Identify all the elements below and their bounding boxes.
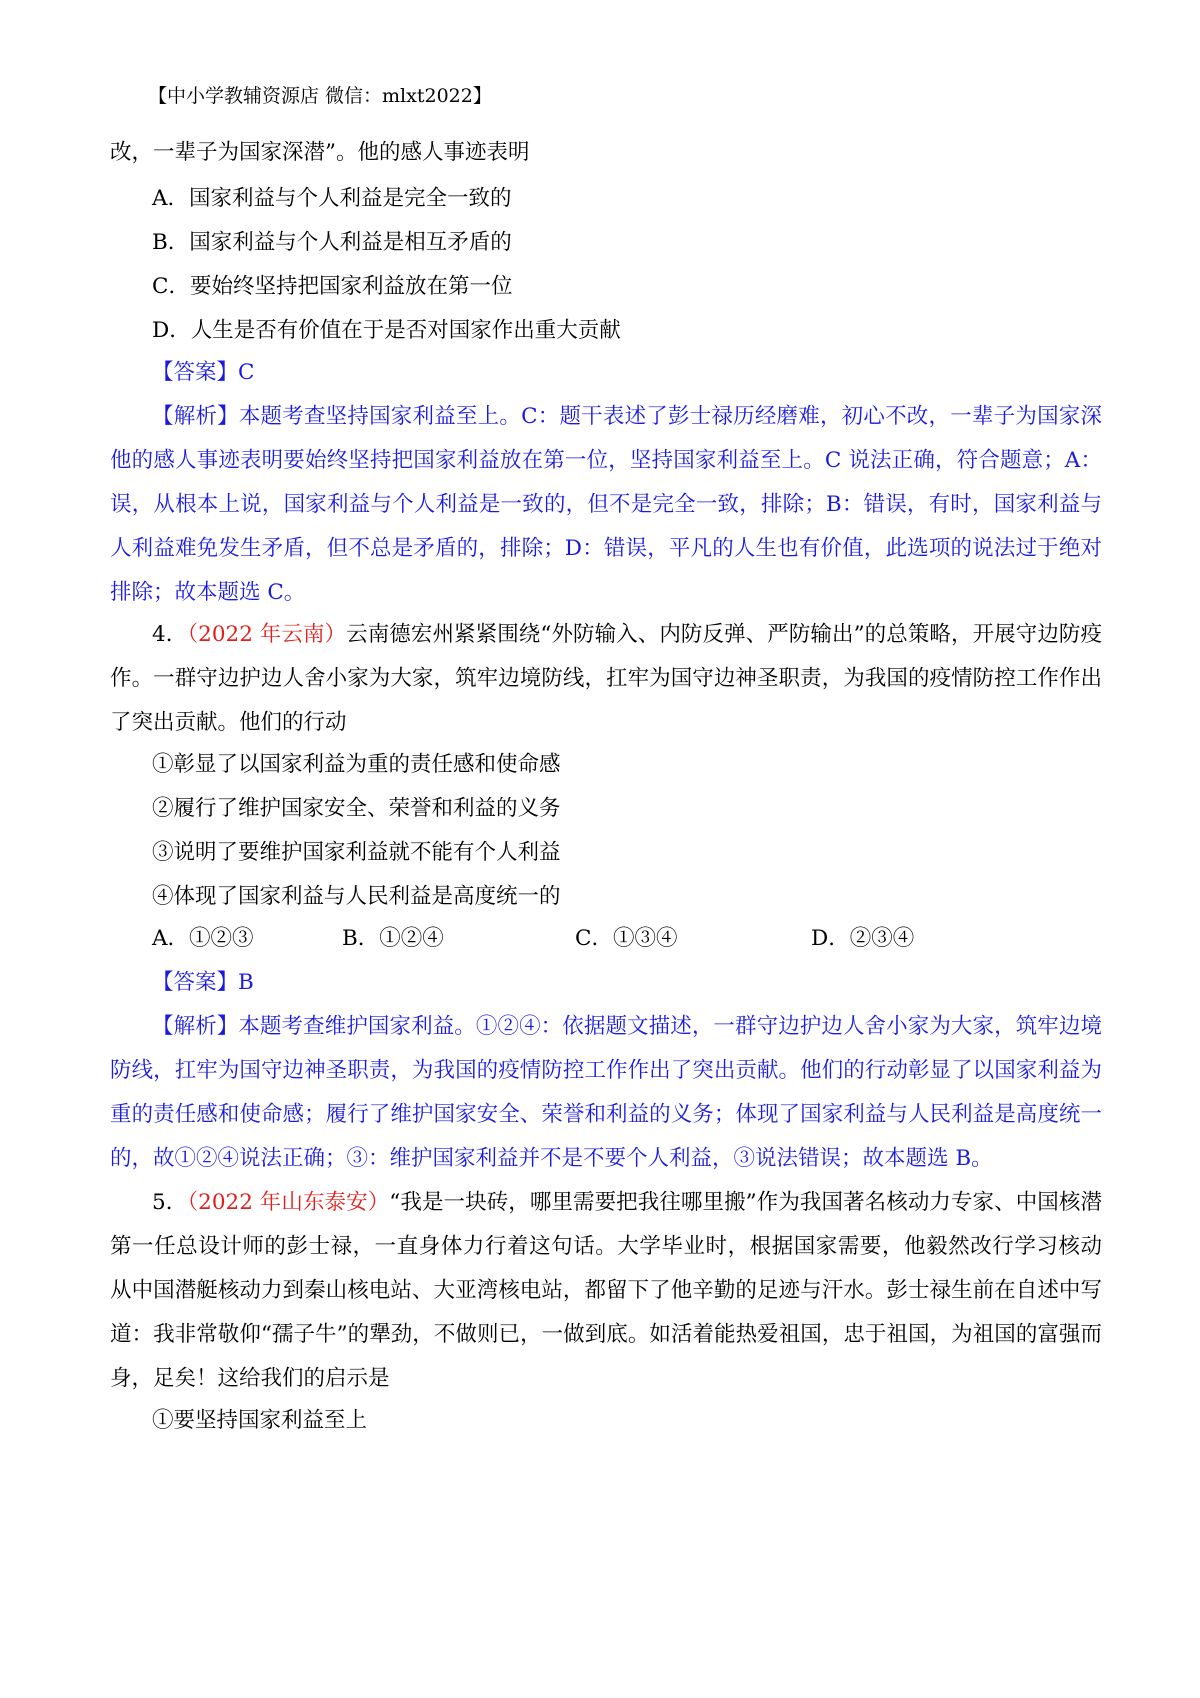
q4-stem-line: 了突出贡献。他们的行动 <box>110 710 347 735</box>
q5-stem-line: 道：我非常敬仰“孺子牛”的犟劲，不做则已，一做到底。如活着能热爱祖国，忠于祖国，为祖国的富强而 <box>110 1322 1102 1347</box>
q5-stem-line: 第一任总设计师的彭士禄，一直身体力行着这句话。大学毕业时，根据国家需要，他毅然改行学习核动 <box>110 1234 1102 1259</box>
q5-stem-first-text: “我是一块砖，哪里需要把我往哪里搬”作为我国著名核动力专家、中国核潜 <box>389 1190 1102 1215</box>
q5-stem-line: 身，足矣！这给我们的启示是 <box>110 1366 390 1391</box>
q4-choice-a: A．①②③ <box>152 926 254 951</box>
q4-analysis-line: 的，故①②④说法正确；③：维护国家利益并不是不要个人利益，③说法错误；故本题选 B。 <box>110 1146 993 1171</box>
q4-stem-first-text: 云南德宏州紧紧围绕“外防输入、内防反弹、严防输出”的总策略，开展守边防疫 <box>346 622 1102 647</box>
q4-item: ①彰显了以国家利益为重的责任感和使命感 <box>152 752 561 777</box>
q3-stem-tail: 改，一辈子为国家深潜”。他的感人事迹表明 <box>110 140 530 165</box>
q3-analysis-line: 排除；故本题选 C。 <box>110 580 306 605</box>
q4-item: ③说明了要维护国家利益就不能有个人利益 <box>152 840 561 865</box>
q4-analysis-line: 【解析】本题考查维护国家利益。①②④：依据题文描述，一群守边护边人舍小家为大家，筑牢边境 <box>152 1014 1102 1039</box>
q4-source: （2022 年云南） <box>187 622 347 647</box>
q5-source: （2022 年山东泰安） <box>187 1190 390 1215</box>
q4-item: ④体现了国家利益与人民利益是高度统一的 <box>152 884 561 909</box>
q3-answer: 【答案】C <box>152 360 255 385</box>
q3-analysis-line: 人利益难免发生矛盾，但不总是矛盾的，排除；D：错误，平凡的人生也有价值，此选项的说法过于绝对 <box>110 536 1102 561</box>
q3-option-b: B．国家利益与个人利益是相互矛盾的 <box>152 230 512 255</box>
q3-option-d: D．人生是否有价值在于是否对国家作出重大贡献 <box>152 318 621 343</box>
q4-answer: 【答案】B <box>152 970 254 995</box>
q5-stem-first <box>152 1188 1102 1218</box>
q4-analysis-line: 防线，扛牢为国守边神圣职责，为我国的疫情防控工作作出了突出贡献。他们的行动彰显了以国家利益为 <box>110 1058 1102 1083</box>
q3-option-c: C．要始终坚持把国家利益放在第一位 <box>152 274 513 299</box>
q4-analysis-line: 重的责任感和使命感；履行了维护国家安全、荣誉和利益的义务；体现了国家利益与人民利益是高度统一 <box>110 1102 1102 1127</box>
q4-choice-b: B．①②④ <box>342 926 444 951</box>
q3-analysis-line: 误，从根本上说，国家利益与个人利益是一致的，但不是完全一致，排除；B：错误，有时，国家利益与 <box>110 492 1102 517</box>
q4-item: ②履行了维护国家安全、荣誉和利益的义务 <box>152 796 561 821</box>
q3-analysis-line: 【解析】本题考查坚持国家利益至上。C：题干表述了彭士禄历经磨难，初心不改，一辈子为国家深 <box>152 404 1102 429</box>
q3-option-a: A．国家利益与个人利益是完全一致的 <box>152 186 512 211</box>
q4-stem-first <box>152 620 1102 650</box>
q4-number: 4． <box>152 622 188 647</box>
q4-choice-d: D．②③④ <box>811 926 915 951</box>
page-header: 【中小学教辅资源店 微信：mlxt2022】 <box>148 85 492 107</box>
q4-stem-line: 作。一群守边护边人舍小家为大家，筑牢边境防线，扛牢为国守边神圣职责，为我国的疫情防控工作作出 <box>110 666 1102 691</box>
q5-stem-line: 从中国潜艇核动力到秦山核电站、大亚湾核电站，都留下了他辛勤的足迹与汗水。彭士禄生前在自述中写 <box>110 1278 1102 1303</box>
q5-item: ①要坚持国家利益至上 <box>152 1408 368 1433</box>
q5-number: 5． <box>152 1190 188 1215</box>
q4-choice-c: C．①③④ <box>575 926 678 951</box>
q3-analysis-line: 他的感人事迹表明要始终坚持把国家利益放在第一位，坚持国家利益至上。C 说法正确，符合题意；A： <box>110 448 1102 473</box>
